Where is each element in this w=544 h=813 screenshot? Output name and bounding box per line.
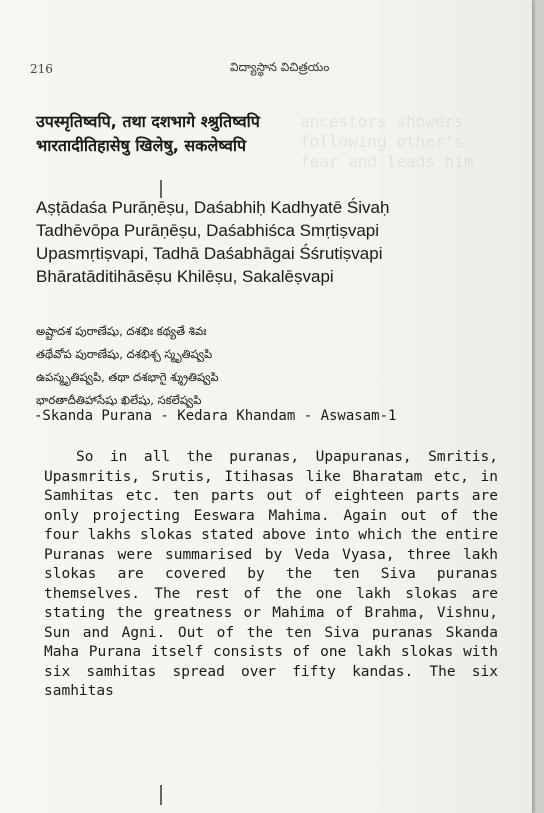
- telugu-line: అష్టాదశ పురాణేషు, దశభిః కథ్యతే శివః: [36, 324, 207, 338]
- telugu-verse: [36, 320, 219, 412]
- verse-source: -Skanda Purana - Kedara Khandam - Aswasam-1: [34, 408, 397, 424]
- sanskrit-verse: [36, 110, 260, 158]
- sanskrit-line: उपस्मृतिष्वपि, तथा दशभागे श्श्रुतिष्वपि: [36, 112, 260, 131]
- page-number: 216: [30, 62, 53, 76]
- transliteration-line: Tadhēvōpa Purāṇēṣu, Daśabhiśca Smṛtiṣvapi: [36, 221, 380, 240]
- transliteration-line: Upasmṛtiṣvapi, Tadhā Daśabhāgai Śśrutiṣvapi: [36, 244, 383, 263]
- sanskrit-line: भारतादीतिहासेषु खिलेषु, सकलेष्वपि: [36, 136, 247, 155]
- binding-mark: [160, 180, 162, 198]
- telugu-line: భారతాదీతిహాసేషు ఖిలేషు, సకలేష్వపి: [36, 393, 202, 407]
- show-through-text: fear and leads him: [300, 152, 474, 171]
- telugu-line: ఉపస్మృతిష్వపి, తథా దశభాగై శ్శ్రుతిష్వపి: [36, 370, 219, 384]
- transliteration-line: Bhāratāditihāsēṣu Khilēṣu, Sakalēṣvapi: [36, 267, 334, 286]
- show-through-text: following other's: [300, 132, 464, 151]
- body-paragraph: So in all the puranas, Upapuranas, Smritis, Upasmritis, Srutis, Itihasas like Bharatam etc, in Samhitas etc. ten parts out of eighteen parts are only projecting Eeswara Mahima. Again out of the four lakhs slokas stated above into which the entire Puranas were summarised by Veda Vyasa, three lakh slokas are covered by the ten Siva puranas themselves. The rest of the one lakh slokas are stating the greatness or Mahima of Brahma, Vishnu, Sun and Agni. Out of the ten Siva puranas Skanda Maha Purana itself consists of one lakh slokas with six samhitas spread over fifty kandas. The six samhitas: [44, 449, 498, 699]
- running-title: విద్యాస్థాన విచిత్రయం: [230, 60, 330, 74]
- telugu-line: తథేవోప పురాణేషు, దశభిశ్చ స్మృతిష్వపి: [36, 347, 213, 361]
- show-through-text: ancestors showers: [300, 112, 464, 131]
- transliteration-line: Aṣṭādaśa Purāṇēṣu, Daśabhiḥ Kadhyatē Śivaḥ: [36, 198, 390, 217]
- binding-mark: [160, 785, 162, 805]
- transliteration-verse: [36, 196, 389, 288]
